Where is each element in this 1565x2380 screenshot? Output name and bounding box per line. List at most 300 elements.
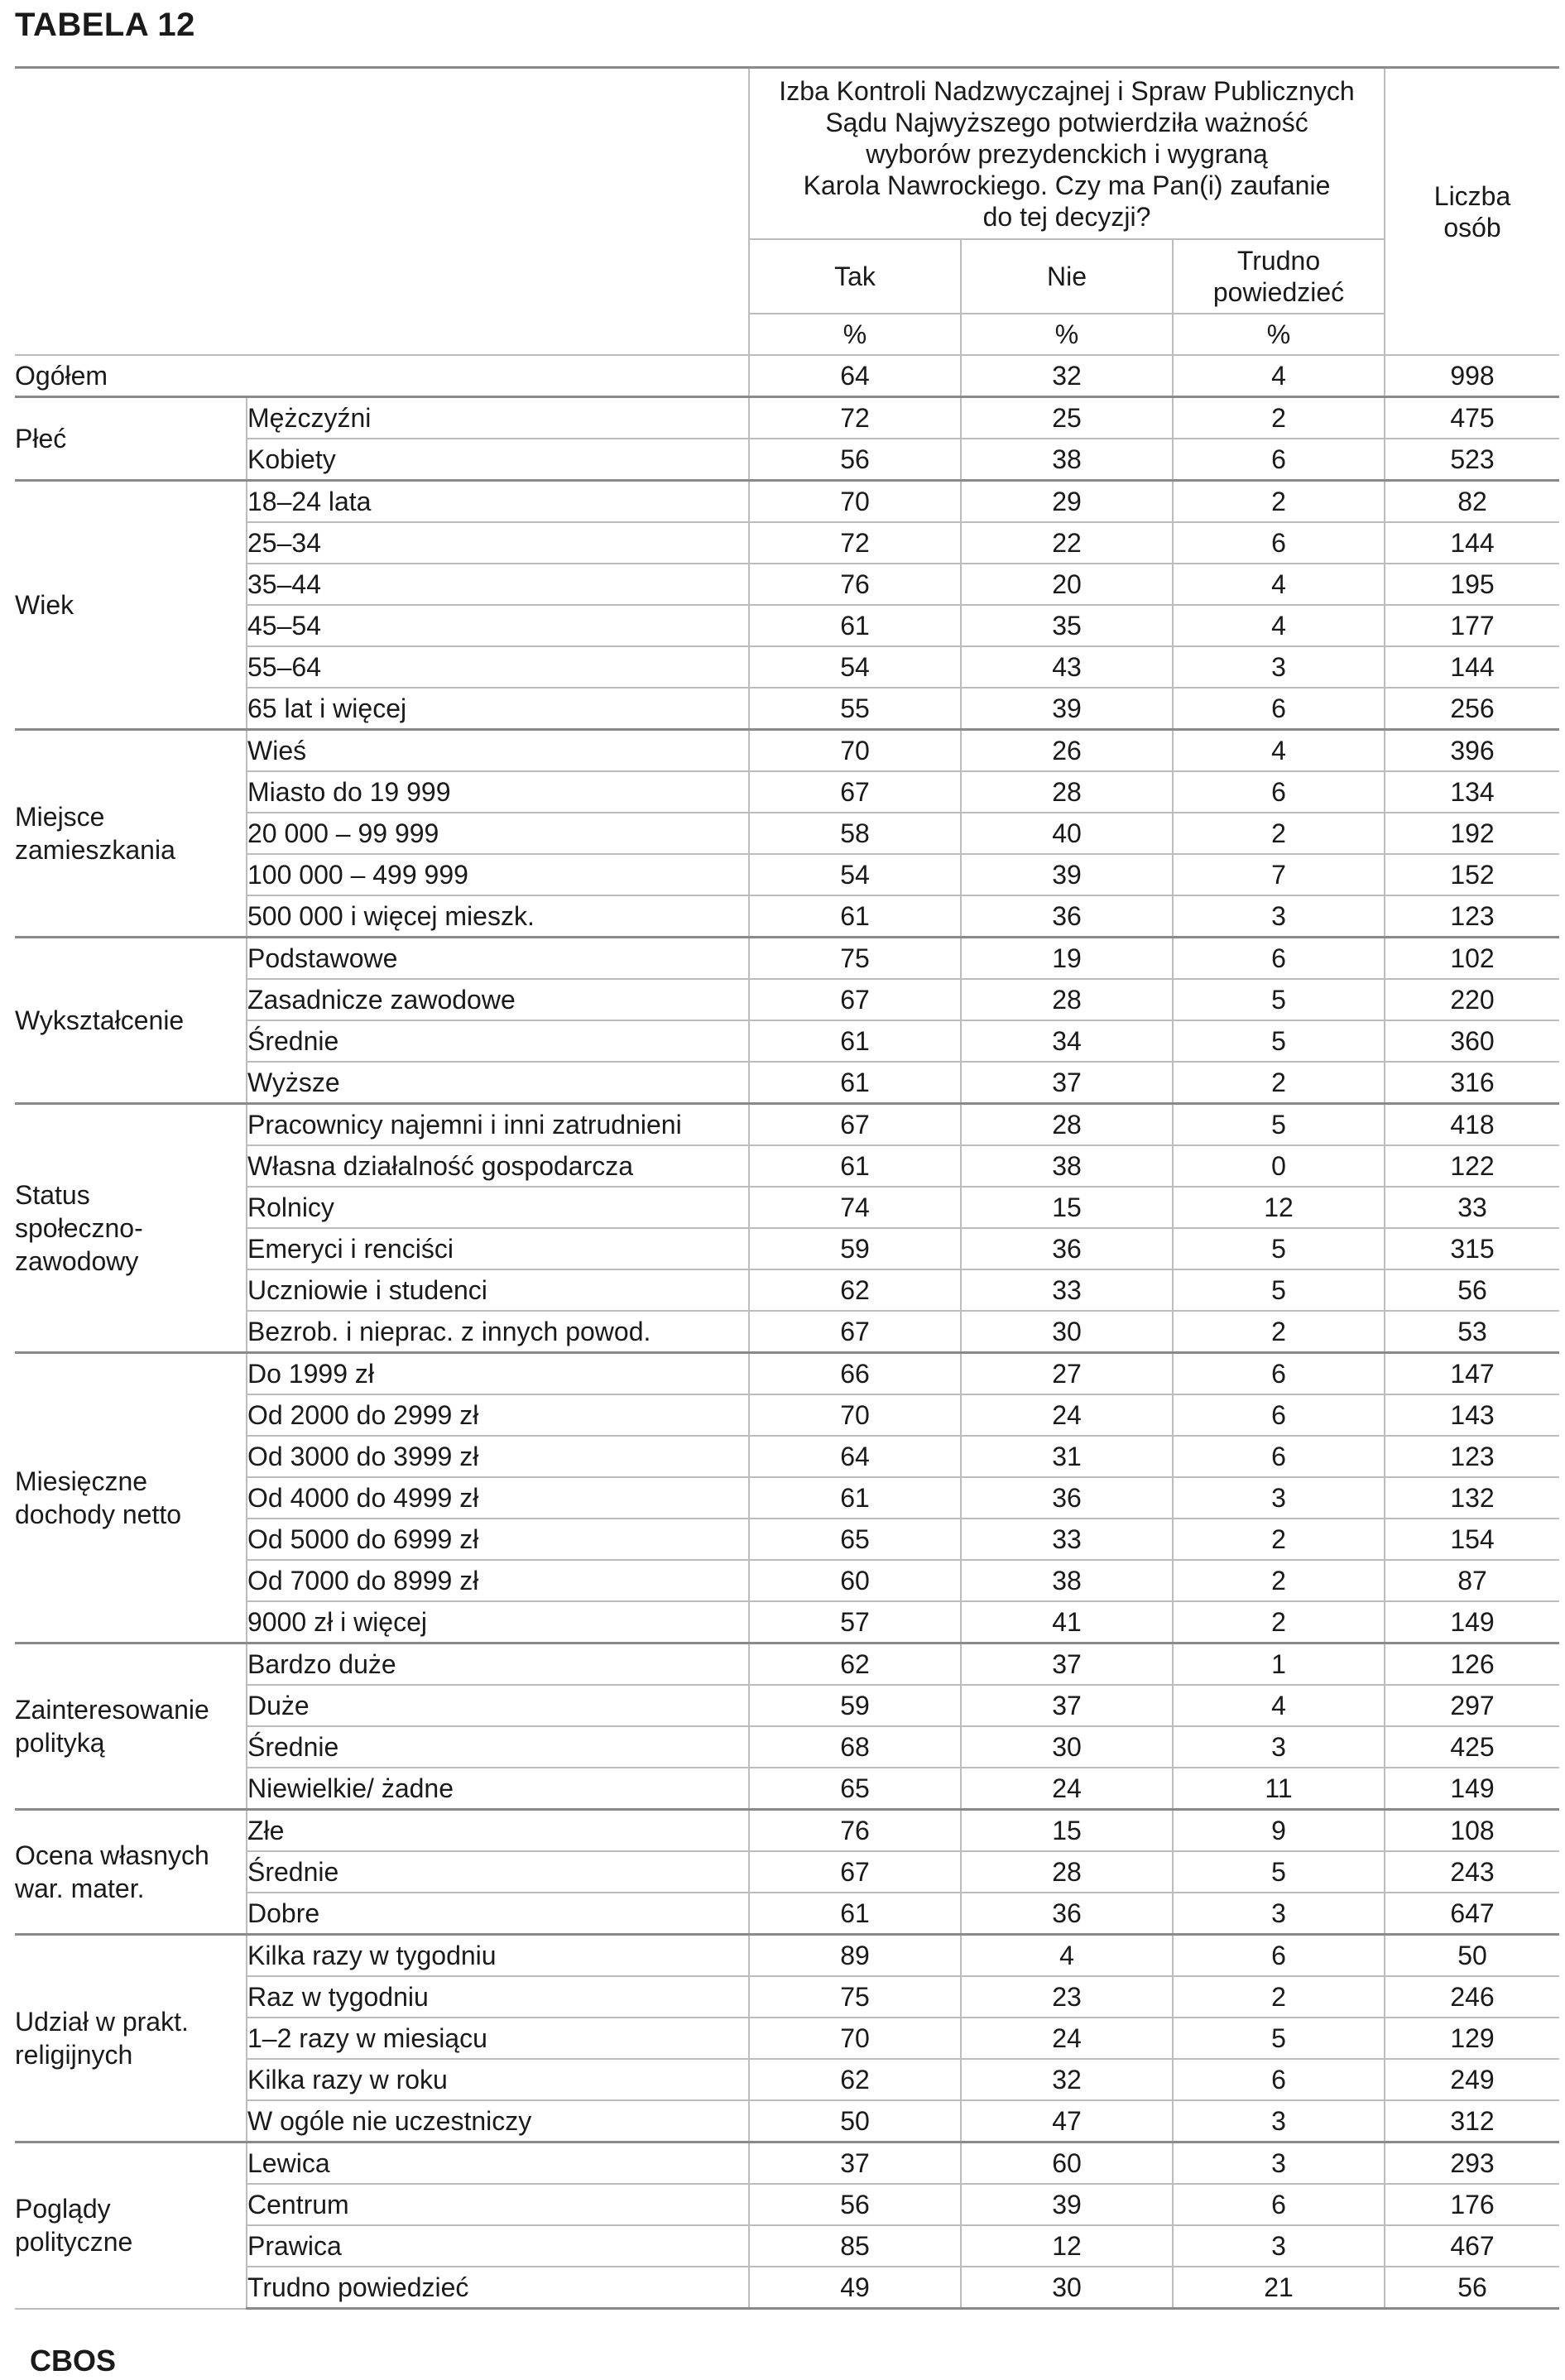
row-label: Średnie [247,1726,749,1768]
count-cell: 134 [1385,771,1559,813]
count-header-line: Liczba [1433,180,1511,211]
group-label [15,1104,247,1353]
count-cell: 425 [1385,1726,1559,1768]
percent-cell: 3 [1173,1893,1385,1935]
percent-cell: 4 [1173,355,1385,397]
count-cell: 246 [1385,1976,1559,2018]
question-line: do tej decyzji? [982,201,1151,232]
percent-cell: 6 [1173,2059,1385,2100]
row-label: 55–64 [247,646,749,688]
row-label: Pracownicy najemni i inni zatrudnieni [247,1104,749,1146]
unit-label: % [1173,314,1385,355]
percent-cell: 41 [961,1601,1173,1643]
answer-header-label: Nie [1046,262,1087,291]
row-label: Niewielkie/ żadne [247,1768,749,1810]
count-cell: 123 [1385,1436,1559,1477]
percent-cell: 38 [961,1560,1173,1601]
percent-cell: 4 [1173,730,1385,772]
table-row [15,481,1559,523]
row-label: Bardzo duże [247,1643,749,1686]
percent-cell: 66 [749,1353,961,1395]
row-label: Wieś [247,730,749,772]
table-row [15,1477,1559,1519]
count-cell: 195 [1385,564,1559,605]
count-cell: 87 [1385,1560,1559,1601]
group-label [15,397,247,481]
group-label-line: Miejsce [15,802,105,832]
group-label-line: Udział w prakt. [15,2007,189,2037]
percent-cell: 36 [961,1477,1173,1519]
count-cell: 56 [1385,2267,1559,2309]
count-header [1385,68,1559,356]
count-cell: 293 [1385,2142,1559,2185]
percent-cell: 6 [1173,1353,1385,1395]
percent-cell: 3 [1173,1477,1385,1519]
percent-cell: 62 [749,1643,961,1686]
table-title: TABELA 12 [15,7,195,43]
percent-cell: 2 [1173,1976,1385,2018]
row-label: Od 2000 do 2999 zł [247,1394,749,1436]
table-row [15,1519,1559,1560]
percent-cell: 61 [749,895,961,938]
row-label: Emeryci i renciści [247,1228,749,1269]
percent-cell: 12 [1173,1187,1385,1228]
percent-cell: 61 [749,1145,961,1187]
row-label: Kobiety [247,439,749,481]
percent-cell: 28 [961,979,1173,1020]
group-label [15,1935,247,2142]
table-row [15,1104,1559,1146]
count-cell: 102 [1385,938,1559,980]
count-cell: 243 [1385,1851,1559,1893]
table-row [15,1893,1559,1935]
percent-cell: 70 [749,1394,961,1436]
count-cell: 177 [1385,605,1559,646]
percent-cell: 4 [961,1935,1173,1977]
table-row [15,1643,1559,1686]
percent-cell: 39 [961,2184,1173,2225]
group-label [15,2142,247,2309]
percent-cell: 9 [1173,1810,1385,1852]
percent-cell: 2 [1173,1062,1385,1104]
count-cell: 418 [1385,1104,1559,1146]
table-row [15,730,1559,772]
count-cell: 360 [1385,1020,1559,1062]
group-label [15,481,247,730]
group-label-line: Poglądy [15,2194,111,2224]
percent-cell: 5 [1173,979,1385,1020]
percent-cell: 30 [961,1726,1173,1768]
percent-cell: 19 [961,938,1173,980]
percent-cell: 2 [1173,1601,1385,1643]
percent-cell: 28 [961,771,1173,813]
row-label: Lewica [247,2142,749,2185]
group-label [15,1810,247,1935]
percent-cell: 6 [1173,771,1385,813]
group-label-line: Płeć [15,424,67,453]
percent-cell: 23 [961,1976,1173,2018]
percent-cell: 61 [749,605,961,646]
row-label: Rolnicy [247,1187,749,1228]
group-label-line: war. mater. [15,1874,145,1903]
table-row [15,813,1559,854]
group-label-line: polityczne [15,2227,133,2258]
percent-cell: 3 [1173,1726,1385,1768]
percent-cell: 32 [961,355,1173,397]
percent-cell: 28 [961,1104,1173,1146]
row-label: Trudno powiedzieć [247,2267,749,2309]
percent-cell: 25 [961,397,1173,439]
row-label: Podstawowe [247,938,749,980]
row-label: 9000 zł i więcej [247,1601,749,1643]
table-row [15,2184,1559,2225]
count-cell: 256 [1385,688,1559,730]
percent-cell: 62 [749,2059,961,2100]
row-label: Od 5000 do 6999 zł [247,1519,749,1560]
table-header [15,68,1559,356]
group-label [15,1643,247,1810]
percent-cell: 30 [961,2267,1173,2309]
percent-cell: 43 [961,646,1173,688]
percent-cell: 34 [961,1020,1173,1062]
percent-cell: 60 [961,2142,1173,2185]
percent-cell: 38 [961,439,1173,481]
percent-cell: 37 [961,1685,1173,1726]
percent-cell: 26 [961,730,1173,772]
percent-cell: 72 [749,397,961,439]
group-label-line: Wykształcenie [15,1005,185,1035]
row-label: Kilka razy w roku [247,2059,749,2100]
group-label-line: zamieszkania [15,835,175,865]
percent-cell: 75 [749,1976,961,2018]
table-row [15,1145,1559,1187]
percent-cell: 67 [749,1311,961,1353]
percent-cell: 56 [749,2184,961,2225]
count-cell: 647 [1385,1893,1559,1935]
count-cell: 154 [1385,1519,1559,1560]
percent-cell: 4 [1173,605,1385,646]
percent-cell: 36 [961,1228,1173,1269]
total-row [15,355,1559,397]
table-row [15,938,1559,980]
percent-cell: 3 [1173,646,1385,688]
count-cell: 144 [1385,646,1559,688]
percent-cell: 27 [961,1353,1173,1395]
group-label-line: zawodowy [15,1246,139,1276]
percent-cell: 32 [961,2059,1173,2100]
answer-header-0 [749,239,961,314]
percent-cell: 70 [749,481,961,523]
group-label-line: Ocena własnych [15,1840,209,1870]
table-row [15,564,1559,605]
count-cell: 316 [1385,1062,1559,1104]
row-label: 18–24 lata [247,481,749,523]
table-row [15,1062,1559,1104]
row-label: Od 4000 do 4999 zł [247,1477,749,1519]
percent-cell: 50 [749,2100,961,2142]
percent-cell: 2 [1173,1519,1385,1560]
percent-cell: 75 [749,938,961,980]
percent-cell: 30 [961,1311,1173,1353]
percent-cell: 61 [749,1893,961,1935]
percent-cell: 4 [1173,1685,1385,1726]
percent-cell: 68 [749,1726,961,1768]
table-row [15,1685,1559,1726]
question-line: Izba Kontroli Nadzwyczajnej i Spraw Publicznych [779,75,1355,106]
row-label: Mężczyźni [247,397,749,439]
percent-cell: 38 [961,1145,1173,1187]
percent-cell: 67 [749,1104,961,1146]
count-cell: 108 [1385,1810,1559,1852]
count-cell: 56 [1385,1269,1559,1311]
row-label: 65 lat i więcej [247,688,749,730]
percent-cell: 2 [1173,1311,1385,1353]
table-row [15,605,1559,646]
row-label: 1–2 razy w miesiącu [247,2018,749,2059]
table-row [15,688,1559,730]
row-label: Własna działalność gospodarcza [247,1145,749,1187]
percent-cell: 2 [1173,1560,1385,1601]
table-row [15,2267,1559,2309]
percent-cell: 37 [749,2142,961,2185]
count-cell: 82 [1385,481,1559,523]
count-cell: 144 [1385,522,1559,564]
question-line: Karola Nawrockiego. Czy ma Pan(i) zaufanie [803,170,1331,200]
table-row [15,1935,1559,1977]
count-cell: 475 [1385,397,1559,439]
row-label: 45–54 [247,605,749,646]
percent-cell: 65 [749,1768,961,1810]
percent-cell: 37 [961,1062,1173,1104]
percent-cell: 3 [1173,895,1385,938]
count-cell: 523 [1385,439,1559,481]
table-row [15,1976,1559,2018]
row-label: 25–34 [247,522,749,564]
percent-cell: 5 [1173,1104,1385,1146]
percent-cell: 67 [749,979,961,1020]
group-label [15,1353,247,1643]
percent-cell: 22 [961,522,1173,564]
percent-cell: 59 [749,1228,961,1269]
count-cell: 297 [1385,1685,1559,1726]
results-table [15,66,1559,2310]
table-row [15,1020,1559,1062]
percent-cell: 76 [749,564,961,605]
header-empty-cell [15,68,749,356]
answer-header-label: powiedzieć [1212,277,1345,307]
row-label: Od 7000 do 8999 zł [247,1560,749,1601]
percent-cell: 2 [1173,813,1385,854]
count-cell: 143 [1385,1394,1559,1436]
percent-cell: 70 [749,730,961,772]
percent-cell: 15 [961,1810,1173,1852]
row-label: Prawica [247,2225,749,2267]
percent-cell: 6 [1173,1436,1385,1477]
count-cell: 467 [1385,2225,1559,2267]
percent-cell: 37 [961,1643,1173,1686]
percent-cell: 76 [749,1810,961,1852]
table-row [15,2142,1559,2185]
percent-cell: 29 [961,481,1173,523]
group-label-line: Zainteresowanie [15,1695,209,1725]
row-label: Raz w tygodniu [247,1976,749,2018]
percent-cell: 11 [1173,1768,1385,1810]
percent-cell: 35 [961,605,1173,646]
count-cell: 122 [1385,1145,1559,1187]
answer-header-2 [1173,239,1385,314]
percent-cell: 72 [749,522,961,564]
percent-cell: 0 [1173,1145,1385,1187]
percent-cell: 61 [749,1062,961,1104]
question-line: wyborów prezydenckich i wygraną [866,138,1268,169]
percent-cell: 20 [961,564,1173,605]
percent-cell: 5 [1173,1269,1385,1311]
table-row [15,895,1559,938]
percent-cell: 3 [1173,2225,1385,2267]
row-label: 20 000 – 99 999 [247,813,749,854]
count-cell: 126 [1385,1643,1559,1686]
row-label: 35–44 [247,564,749,605]
table-row [15,439,1559,481]
percent-cell: 55 [749,688,961,730]
percent-cell: 61 [749,1020,961,1062]
row-label: Dobre [247,1893,749,1935]
table-row [15,1228,1559,1269]
percent-cell: 5 [1173,2018,1385,2059]
percent-cell: 2 [1173,397,1385,439]
percent-cell: 57 [749,1601,961,1643]
count-cell: 176 [1385,2184,1559,2225]
percent-cell: 3 [1173,2100,1385,2142]
percent-cell: 6 [1173,688,1385,730]
count-cell: 315 [1385,1228,1559,1269]
table-row [15,522,1559,564]
answer-header-label: Tak [834,262,876,291]
row-label: Od 3000 do 3999 zł [247,1436,749,1477]
count-cell: 147 [1385,1353,1559,1395]
percent-cell: 36 [961,1893,1173,1935]
percent-cell: 6 [1173,522,1385,564]
count-cell: 53 [1385,1311,1559,1353]
table-row [15,1353,1559,1395]
row-label: Miasto do 19 999 [247,771,749,813]
table-row [15,1311,1559,1353]
group-label [15,730,247,938]
percent-cell: 62 [749,1269,961,1311]
percent-cell: 56 [749,439,961,481]
percent-cell: 3 [1173,2142,1385,2185]
count-cell: 50 [1385,1935,1559,1977]
percent-cell: 2 [1173,481,1385,523]
table-row [15,1810,1559,1852]
percent-cell: 7 [1173,854,1385,895]
count-cell: 132 [1385,1477,1559,1519]
row-label: 100 000 – 499 999 [247,854,749,895]
percent-cell: 6 [1173,2184,1385,2225]
percent-cell: 1 [1173,1643,1385,1686]
percent-cell: 59 [749,1685,961,1726]
unit-label: % [961,314,1173,355]
answer-header-1 [961,239,1173,314]
table-body [15,355,1559,2309]
group-label-line: Miesięczne [15,1466,148,1496]
percent-cell: 39 [961,688,1173,730]
row-label: Uczniowie i studenci [247,1269,749,1311]
count-cell: 249 [1385,2059,1559,2100]
row-label: W ogóle nie uczestniczy [247,2100,749,2142]
percent-cell: 33 [961,1519,1173,1560]
count-cell: 33 [1385,1187,1559,1228]
percent-cell: 6 [1173,439,1385,481]
table-row [15,1851,1559,1893]
table-row [15,1768,1559,1810]
percent-cell: 54 [749,646,961,688]
count-header-line: osób [1443,212,1501,242]
question-line: Sądu Najwyższego potwierdziła ważność [825,107,1308,137]
percent-cell: 24 [961,1768,1173,1810]
row-label: Centrum [247,2184,749,2225]
total-label: Ogółem [15,355,749,397]
group-label-line: Wiek [15,590,74,620]
count-cell: 998 [1385,355,1559,397]
percent-cell: 12 [961,2225,1173,2267]
percent-cell: 31 [961,1436,1173,1477]
count-cell: 123 [1385,895,1559,938]
group-label-line: Status [15,1180,90,1210]
row-label: Wyższe [247,1062,749,1104]
count-cell: 129 [1385,2018,1559,2059]
group-label-line: dochody netto [15,1499,182,1529]
percent-cell: 6 [1173,938,1385,980]
row-label: Kilka razy w tygodniu [247,1935,749,1977]
percent-cell: 67 [749,1851,961,1893]
percent-cell: 89 [749,1935,961,1977]
percent-cell: 58 [749,813,961,854]
percent-cell: 21 [1173,2267,1385,2309]
group-label-line: religijnych [15,2040,133,2070]
row-label: Średnie [247,1020,749,1062]
percent-cell: 6 [1173,1935,1385,1977]
percent-cell: 24 [961,1394,1173,1436]
unit-label: % [749,314,961,355]
percent-cell: 28 [961,1851,1173,1893]
table-row [15,397,1559,439]
percent-cell: 85 [749,2225,961,2267]
question-header [749,68,1385,240]
source-label: CBOS [30,2344,117,2378]
percent-cell: 60 [749,1560,961,1601]
count-cell: 396 [1385,730,1559,772]
percent-cell: 65 [749,1519,961,1560]
table-row [15,1436,1559,1477]
percent-cell: 40 [961,813,1173,854]
percent-cell: 67 [749,771,961,813]
percent-cell: 15 [961,1187,1173,1228]
count-cell: 149 [1385,1768,1559,1810]
percent-cell: 5 [1173,1851,1385,1893]
table-row [15,1560,1559,1601]
group-label [15,938,247,1104]
table-row [15,1269,1559,1311]
table-row [15,2059,1559,2100]
table-row [15,1726,1559,1768]
table-row [15,646,1559,688]
percent-cell: 54 [749,854,961,895]
percent-cell: 24 [961,2018,1173,2059]
row-label: Zasadnicze zawodowe [247,979,749,1020]
percent-cell: 5 [1173,1228,1385,1269]
group-label-line: polityką [15,1728,105,1758]
